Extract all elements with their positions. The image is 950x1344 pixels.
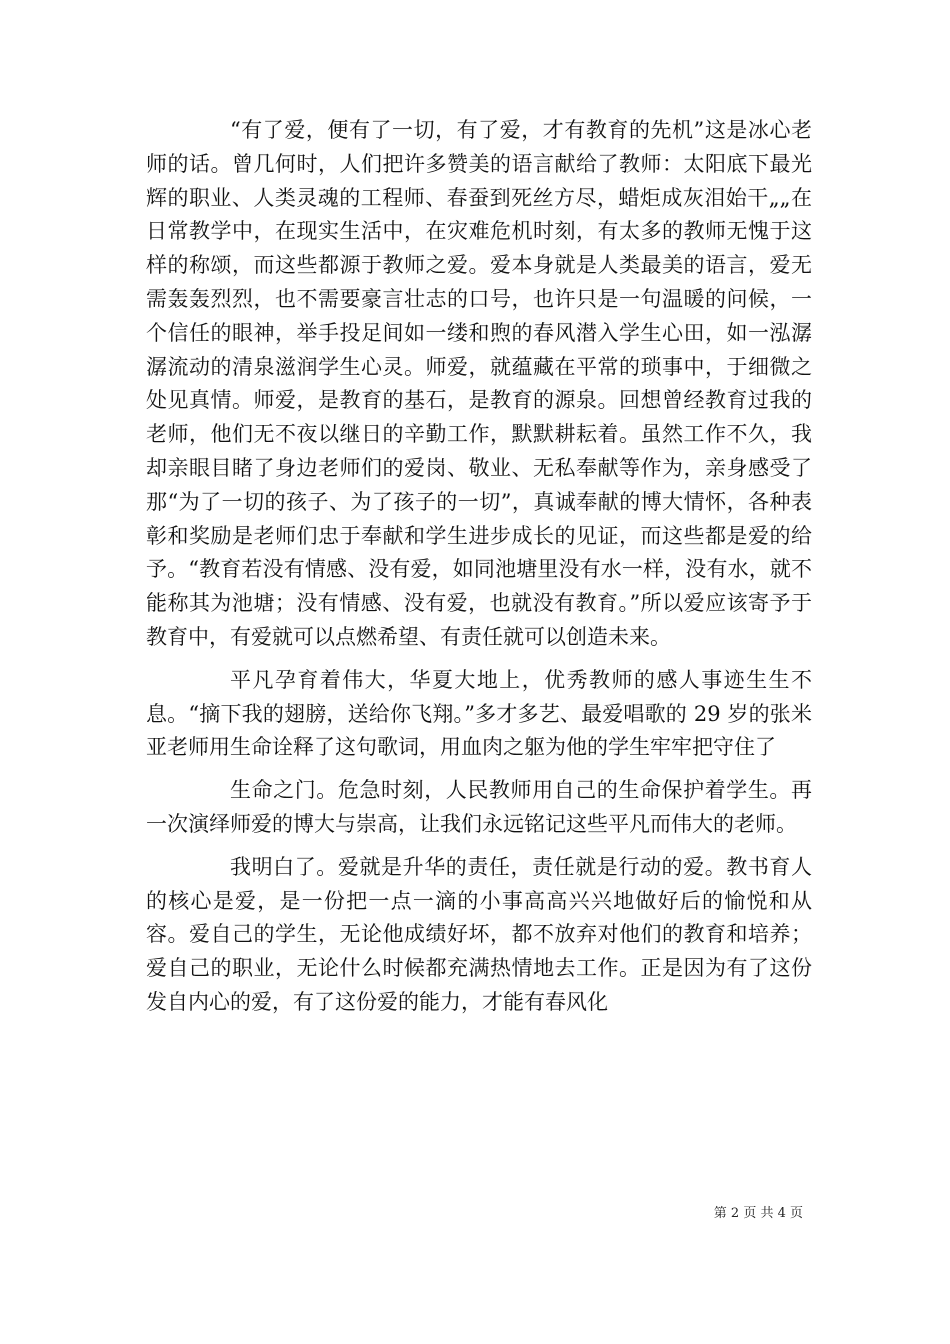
paragraph-4: 我明白了。爱就是升华的责任，责任就是行动的爱。教书育人的核心是爱，是一份把一点一滴的小事高高兴兴地做好后的愉悦和从容。爱自己的学生，无论他成绩好坏，都不放弃对他们的教育和培养；爱自己的职业，无论什么时候都充满热情地去工作。正是因为有了这份发自内心的爱，有了这份爱的能力，才能有春风化 (146, 854, 812, 1014)
paragraph-3: 生命之门。危急时刻，人民教师用自己的生命保护着学生。再一次演绎师爱的博大与崇高，让我们永远铭记这些平凡而伟大的老师。 (146, 778, 812, 836)
document-body (146, 114, 812, 1020)
paragraph-2: 平凡孕育着伟大，华夏大地上，优秀教师的感人事迹生生不息。“摘下我的翅膀，送给你飞翔。”多才多艺、最爱唱歌的 29 岁的张米亚老师用生命诠释了这句歌词，用血肉之躯为他的学生牢牢把守住了 (146, 667, 812, 760)
page-number: 第 2 页 共 4 页 (713, 1206, 803, 1221)
paragraph-1: “有了爱，便有了一切，有了爱，才有教育的先机”这是冰心老师的话。曾几何时，人们把许多赞美的语言献给了教师：太阳底下最光辉的职业、人类灵魂的工程师、春蚕到死丝方尽，蜡炬成灰泪始干„„在日常教学中，在现实生活中，在灾难危机时刻，有太多的教师无愧于这样的称颂，而这些都源于教师之爱。爱本身就是人类最美的语言，爱无需轰轰烈烈，也不需要豪言壮志的口号，也许只是一句温暖的问候，一个信任的眼神，举手投足间如一缕和煦的春风潜入学生心田，如一泓潺潺流动的清泉滋润学生心灵。师爱，就蕴藏在平常的琐事中，于细微之处见真情。师爱，是教育的基石，是教育的源泉。回想曾经教育过我的老师，他们无不夜以继日的辛勤工作，默默耕耘着。虽然工作不久，我却亲眼目睹了身边老师们的爱岗、敬业、无私奉献等作为，亲身感受了那“为了一切的孩子、为了孩子的一切”，真诚奉献的博大情怀，各种表彰和奖励是老师们忠于奉献和学生进步成长的见证，而这些都是爱的给予。“教育若没有情感、没有爱，如同池塘里没有水一样，没有水，就不能称其为池塘；没有情感、没有爱，也就没有教育。”所以爱应该寄予于教育中，有爱就可以点燃希望、有责任就可以创造未来。 (146, 118, 812, 649)
